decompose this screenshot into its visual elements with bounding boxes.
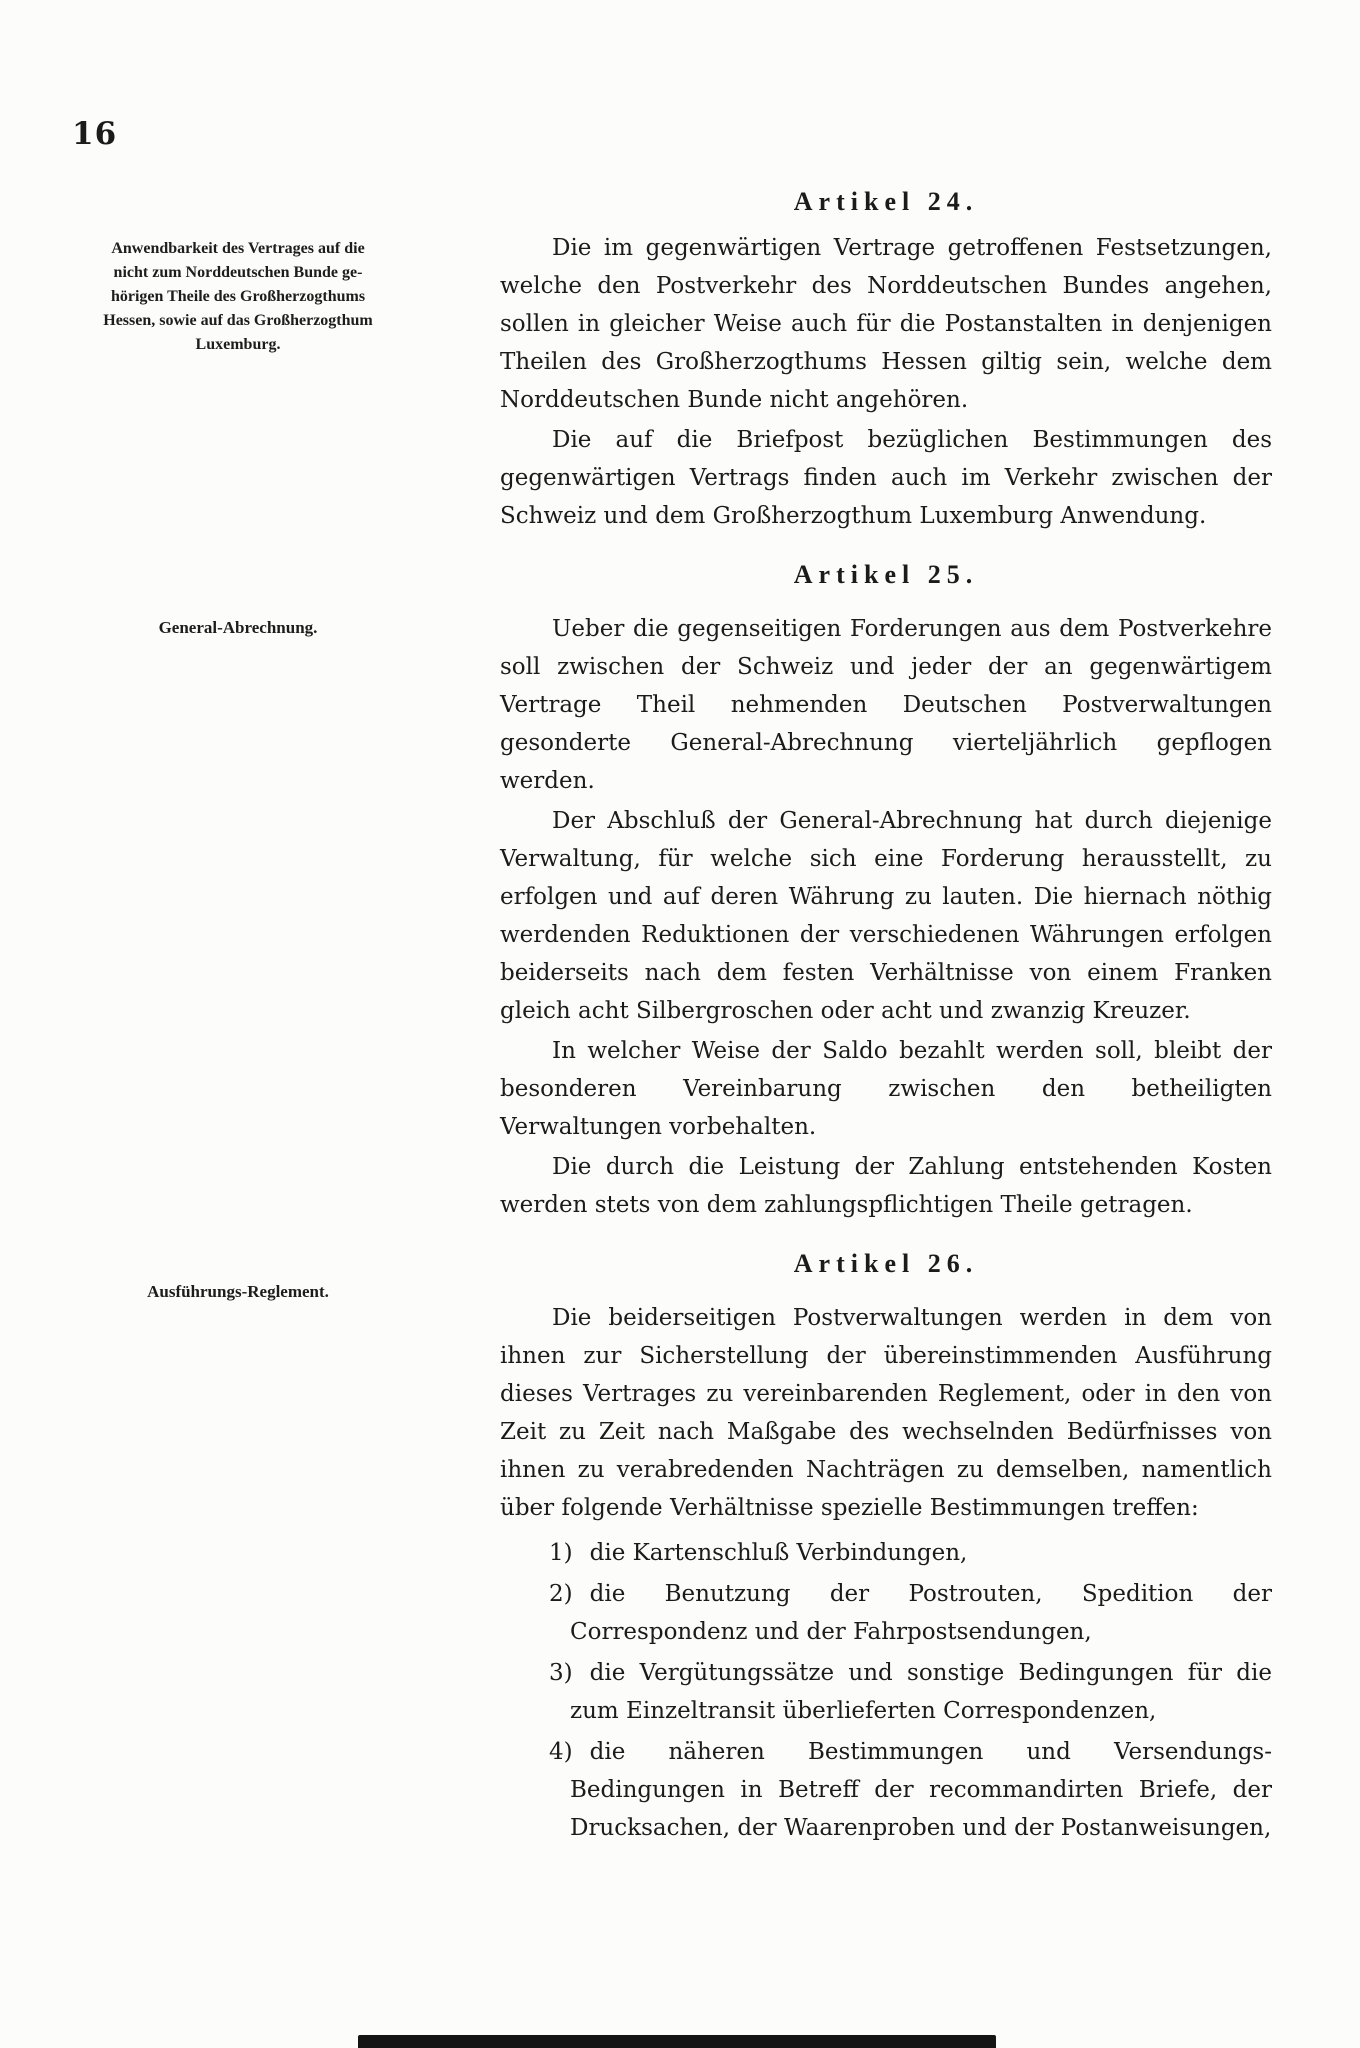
article-25-paragraph-1: Ueber die gegenseitigen Forderungen aus dem Postverkehre soll zwischen der Schweiz und jeder der an gegenwärtigem Vertrage Theil nehmenden Deutschen Postverwaltungen gesonderte General-Abrechnung vierteljährlich gepflogen werden. <box>500 616 1272 794</box>
article-25-paragraph-3: In welcher Weise der Saldo bezahlt werden soll, bleibt der besonderen Vereinbarung zwischen den betheiligten Verwaltungen vorbehalten. <box>500 1038 1272 1140</box>
article-25-paragraph-4: Die durch die Leistung der Zahlung entstehenden Kosten werden stets von dem zahlungspflichtigen Theile getragen. <box>500 1154 1272 1218</box>
list-item-text: die Benutzung der Postrouten, Spedition der Correspondenz und der Fahrpostsendungen, <box>570 1581 1272 1645</box>
body-text-column <box>500 182 1272 1850</box>
margin-note-line: Anwendbarkeit des Vertrages auf die <box>111 240 365 257</box>
margin-note-line: Luxemburg. <box>195 336 281 353</box>
list-item <box>549 1575 1272 1651</box>
margin-note-ausfuehrungs-reglement: Ausführungs-Reglement. <box>147 1282 329 1301</box>
list-item-text: die näheren Bestimmungen und Versendungs-Bedingungen in Betreff der recommandirten Briefe, der Drucksachen, der Waarenproben und der Postanweisungen, <box>570 1739 1272 1841</box>
article-25-heading: Artikel 25. <box>793 560 979 589</box>
list-item <box>549 1733 1272 1847</box>
list-item-number: 1) <box>549 1540 573 1566</box>
article-26-numbered-list <box>500 1534 1272 1847</box>
article-24-heading: Artikel 24. <box>793 187 979 216</box>
margin-note-line: hörigen Theile des Großherzogthums <box>110 288 366 305</box>
article-26-paragraph-1: Die beiderseitigen Postverwaltungen werden in dem von ihnen zur Sicherstellung der übereinstimmenden Ausführung dieses Vertrages zu vereinbarenden Reglement, oder in den von Zeit zu Zeit nach Maßgabe des wechselnden Bedürfnisses von ihnen zu verabredenden Nachträgen zu demselben, namentlich über folgende Verhältnisse spezielle Bestimmungen treffen: <box>500 1305 1272 1521</box>
margin-note-general-abrechnung: General-Abrechnung. <box>158 618 318 637</box>
list-item-number: 2) <box>549 1581 573 1607</box>
article-25-paragraph-2: Der Abschluß der General-Abrechnung hat durch diejenige Verwaltung, für welche sich eine Forderung herausstellt, zu erfolgen und auf deren Währung zu lauten. Die hiernach nöthig werdenden Reduktionen der verschiedenen Währungen erfolgen beiderseits nach dem festen Verhältnisse von einem Franken gleich acht Silbergroschen oder acht und zwanzig Kreuzer. <box>500 808 1272 1024</box>
article-24-paragraph-1: Die im gegenwärtigen Vertrage getroffenen Festsetzungen, welche den Postverkehr des Norddeutschen Bundes angehen, sollen in gleicher Weise auch für die Postanstalten in denjenigen Theilen des Großherzogthums Hessen giltig sein, welche dem Norddeutschen Bunde nicht angehören. <box>500 235 1272 413</box>
margin-note-line: nicht zum Norddeutschen Bunde ge- <box>113 264 363 281</box>
list-item <box>549 1654 1272 1730</box>
page-bottom-scan-artifact <box>358 2035 996 2048</box>
article-26-heading: Artikel 26. <box>793 1249 979 1278</box>
list-item <box>549 1534 1272 1572</box>
margin-note-vertrag-anwendbarkeit <box>88 237 388 357</box>
article-24-paragraph-2: Die auf die Briefpost bezüglichen Bestimmungen des gegenwärtigen Vertrags finden auch im Verkehr zwischen der Schweiz und dem Großherzogthum Luxemburg Anwendung. <box>500 427 1272 529</box>
list-item-number: 4) <box>549 1739 573 1765</box>
page-number: 16 <box>72 116 118 152</box>
list-item-text: die Kartenschluß Verbindungen, <box>589 1540 968 1566</box>
list-item-text: die Vergütungssätze und sonstige Bedingungen für die zum Einzeltransit überlieferten Correspondenzen, <box>570 1660 1272 1724</box>
list-item-number: 3) <box>549 1660 573 1686</box>
margin-note-line: Hessen, sowie auf das Großherzogthum <box>103 312 373 329</box>
